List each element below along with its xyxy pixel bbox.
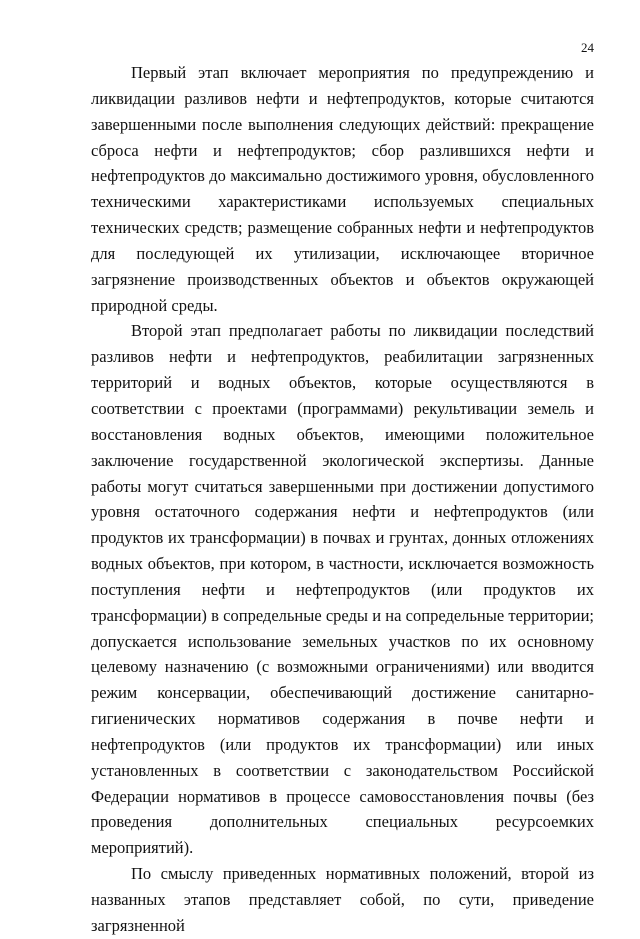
- paragraph-second-stage: Второй этап предполагает работы по ликвидации последствий разливов нефти и нефтепродуктов, реабилитации загрязненных территорий и водных объектов, которые осуществляются в соответствии с проектами (программами) рекультивации земель и восстановления водных объектов, имеющими положительное заключение государственной экологической экспертизы. Данные работы могут считаться завершенными при достижении допустимого уровня остаточного содержания нефти и нефтепродуктов (или продуктов их трансформации) в почвах и грунтах, донных отложениях водных объектов, при котором, в частности, исключается возможность поступления нефти и нефтепродуктов (или продуктов их трансформации) в сопредельные среды и на сопредельные территории; допускается использование земельных участков по их основному целевому назначению (с возможными ограничениями) или вводится режим консервации, обеспечивающий достижение санитарно-гигиенических нормативов содержания в почве нефти и нефтепродуктов (или продуктов их трансформации) или иных установленных в соответствии с законодательством Российской Федерации нормативов в процессе самовосстановления почвы (без проведения дополнительных специальных ресурсоемких мероприятий).: [91, 321, 594, 858]
- paragraph-first-stage: Первый этап включает мероприятия по предупреждению и ликвидации разливов нефти и нефтепродуктов, которые считаются завершенными после выполнения следующих действий: прекращение сброса нефти и нефтепродуктов; сбор разлившихся нефти и нефтепродуктов до максимально достижимого уровня, обусловленного техническими характеристиками используемых специальных технических средств; размещение собранных нефти и нефтепродуктов для последующей их утилизации, исключающее вторичное загрязнение производственных объектов и объектов окружающей природной среды.: [91, 63, 594, 315]
- paragraph-interpretation: По смыслу приведенных нормативных положений, второй из названных этапов представляет собой, по сути, приведение загрязненной: [91, 864, 594, 935]
- page-number: 24: [581, 40, 594, 55]
- body-text: [91, 60, 594, 939]
